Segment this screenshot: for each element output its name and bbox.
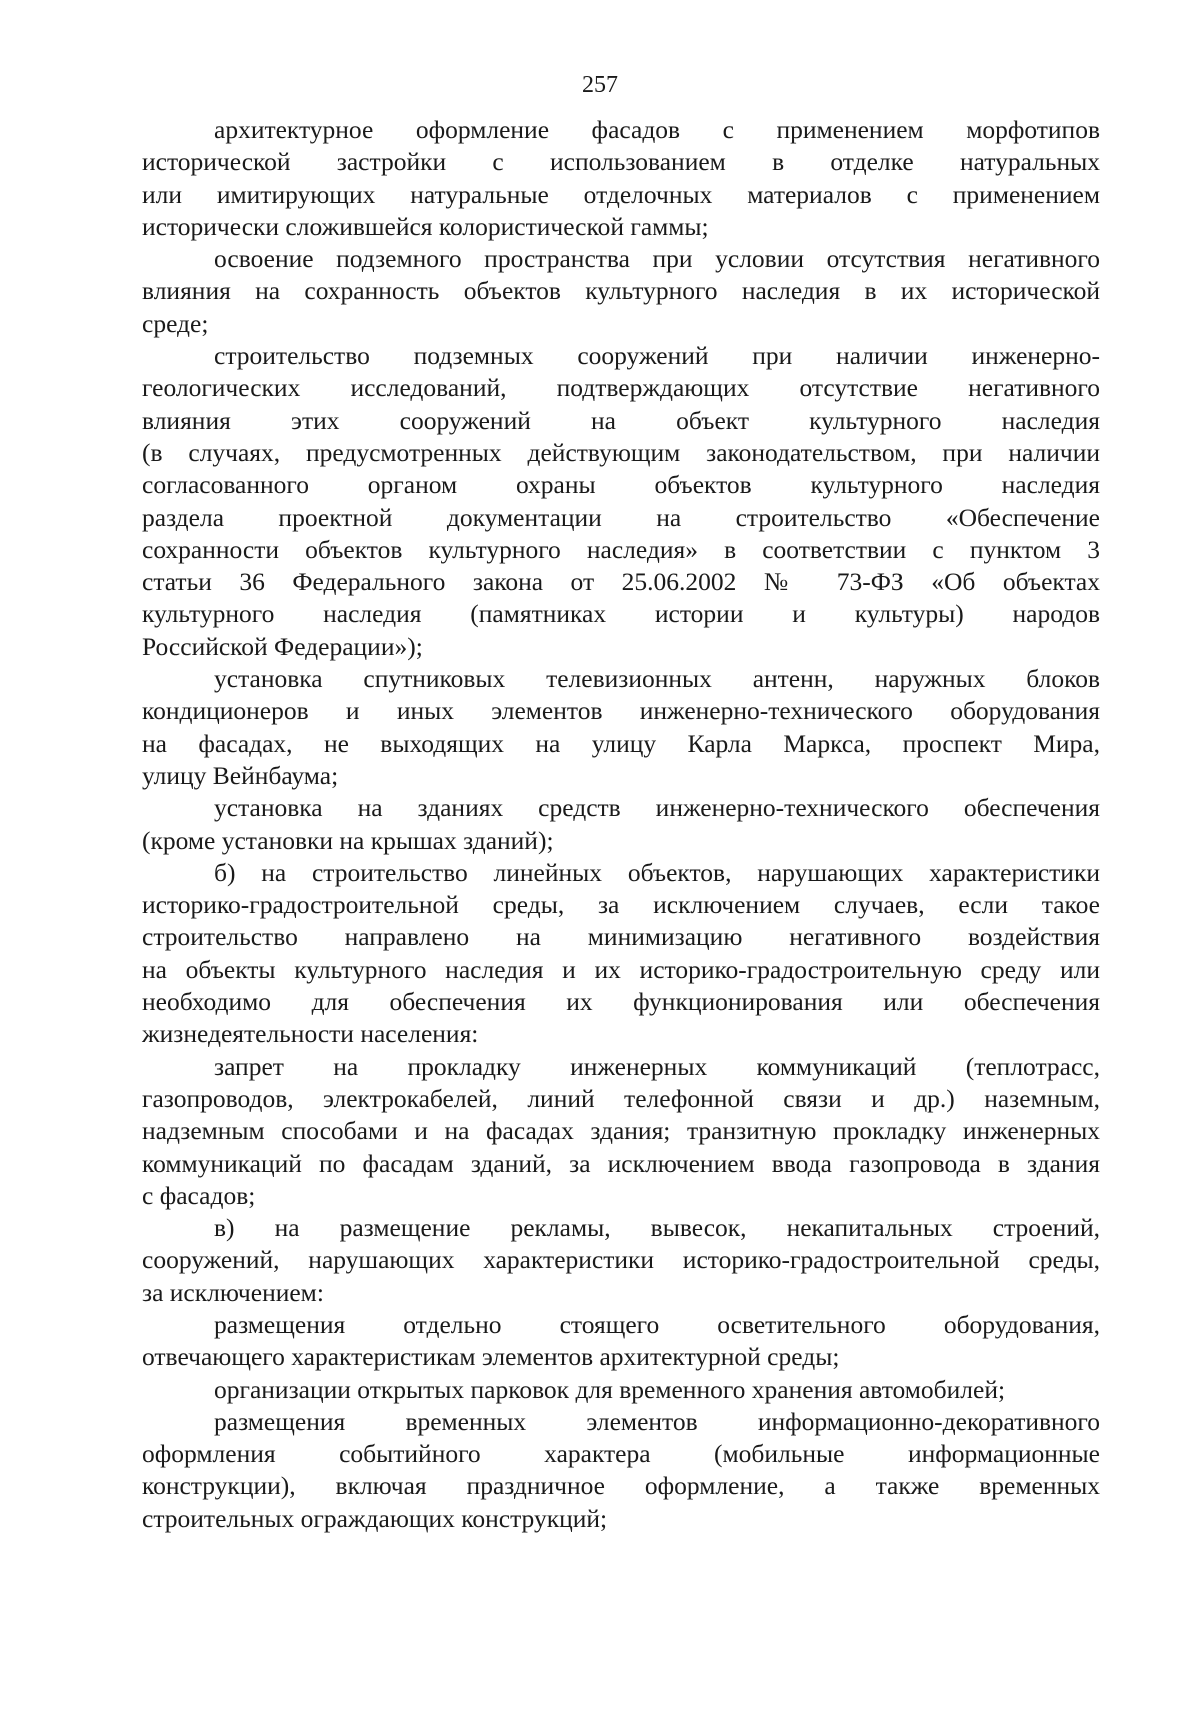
- paragraph: [142, 792, 1100, 857]
- text-line: строительных ограждающих конструкций;: [142, 1503, 608, 1533]
- text-line: согласованного органом охраны объектов культурного наследия: [142, 470, 1100, 500]
- text-line: строительство направлено на минимизацию негативного воздействия: [142, 922, 1100, 952]
- text-line: установка на зданиях средств инженерно-технического обеспечения: [214, 793, 1100, 823]
- paragraph: [142, 663, 1100, 792]
- text-line: среде;: [142, 308, 209, 338]
- text-line: конструкции), включая праздничное оформление, а также временных: [142, 1471, 1100, 1501]
- text-line: или имитирующих натуральные отделочных материалов с применением: [142, 179, 1100, 209]
- text-line: историко-градостроительной среды, за исключением случаев, если такое: [142, 890, 1100, 920]
- text-line: размещения временных элементов информационно-декоративного: [214, 1406, 1100, 1436]
- text-line: запрет на прокладку инженерных коммуникаций (теплотрасс,: [214, 1051, 1100, 1081]
- paragraph: [142, 1051, 1100, 1212]
- text-line: с фасадов;: [142, 1180, 256, 1210]
- text-line: влияния на сохранность объектов культурного наследия в их исторической: [142, 276, 1100, 306]
- text-line: (в случаях, предусмотренных действующим законодательством, при наличии: [142, 437, 1100, 467]
- text-line: на фасадах, не выходящих на улицу Карла Маркса, проспект Мира,: [142, 728, 1100, 758]
- text-line: исторической застройки с использованием в отделке натуральных: [142, 147, 1100, 177]
- document-body: [142, 114, 1100, 1535]
- text-line: размещения отдельно стоящего осветительного оборудования,: [214, 1309, 1100, 1339]
- paragraph: [142, 857, 1100, 1051]
- paragraph: [142, 1212, 1100, 1309]
- text-line: освоение подземного пространства при условии отсутствия негативного: [214, 244, 1100, 274]
- paragraph: [142, 340, 1100, 663]
- text-line: исторически сложившейся колористической гаммы;: [142, 211, 709, 241]
- text-line: сооружений, нарушающих характеристики историко-градостроительной среды,: [142, 1245, 1100, 1275]
- page-number: 257: [582, 72, 618, 98]
- text-line: влияния этих сооружений на объект культурного наследия: [142, 405, 1100, 435]
- paragraph: [142, 1374, 1100, 1406]
- text-line: оформления событийного характера (мобильные информационные: [142, 1439, 1100, 1469]
- text-line: коммуникаций по фасадам зданий, за исключением ввода газопровода в здания: [142, 1148, 1100, 1178]
- text-line: раздела проектной документации на строительство «Обеспечение: [142, 502, 1100, 532]
- paragraph: [142, 114, 1100, 243]
- text-line: строительство подземных сооружений при наличии инженерно-: [214, 341, 1100, 371]
- text-line: культурного наследия (памятниках истории и культуры) народов: [142, 599, 1100, 629]
- text-line: улицу Вейнбаума;: [142, 760, 339, 790]
- text-line: геологических исследований, подтверждающих отсутствие негативного: [142, 373, 1100, 403]
- text-line: сохранности объектов культурного наследия» в соответствии с пунктом 3: [142, 534, 1100, 564]
- text-line: в) на размещение рекламы, вывесок, некапитальных строений,: [214, 1213, 1100, 1243]
- text-line: кондиционеров и иных элементов инженерно-технического оборудования: [142, 696, 1100, 726]
- paragraph: [142, 1406, 1100, 1535]
- text-line: установка спутниковых телевизионных антенн, наружных блоков: [214, 664, 1100, 694]
- text-line: жизнедеятельности населения:: [142, 1019, 479, 1049]
- text-line: за исключением:: [142, 1277, 324, 1307]
- paragraph: [142, 243, 1100, 340]
- text-line: архитектурное оформление фасадов с применением морфотипов: [214, 115, 1100, 144]
- text-line: статьи 36 Федерального закона от 25.06.2002 № 73-ФЗ «Об объектах: [142, 567, 1100, 597]
- text-line: отвечающего характеристикам элементов архитектурной среды;: [142, 1342, 840, 1372]
- text-line: необходимо для обеспечения их функционирования или обеспечения: [142, 987, 1100, 1017]
- text-line: надземным способами и на фасадах здания; транзитную прокладку инженерных: [142, 1116, 1100, 1146]
- paragraph: [142, 1309, 1100, 1374]
- text-line: (кроме установки на крышах зданий);: [142, 825, 554, 855]
- text-line: организации открытых парковок для временного хранения автомобилей;: [214, 1374, 1006, 1404]
- text-line: б) на строительство линейных объектов, нарушающих характеристики: [214, 857, 1100, 887]
- text-line: Российской Федерации»);: [142, 631, 423, 661]
- text-line: газопроводов, электрокабелей, линий телефонной связи и др.) наземным,: [142, 1083, 1100, 1113]
- text-line: на объекты культурного наследия и их историко-градостроительную среду или: [142, 954, 1100, 984]
